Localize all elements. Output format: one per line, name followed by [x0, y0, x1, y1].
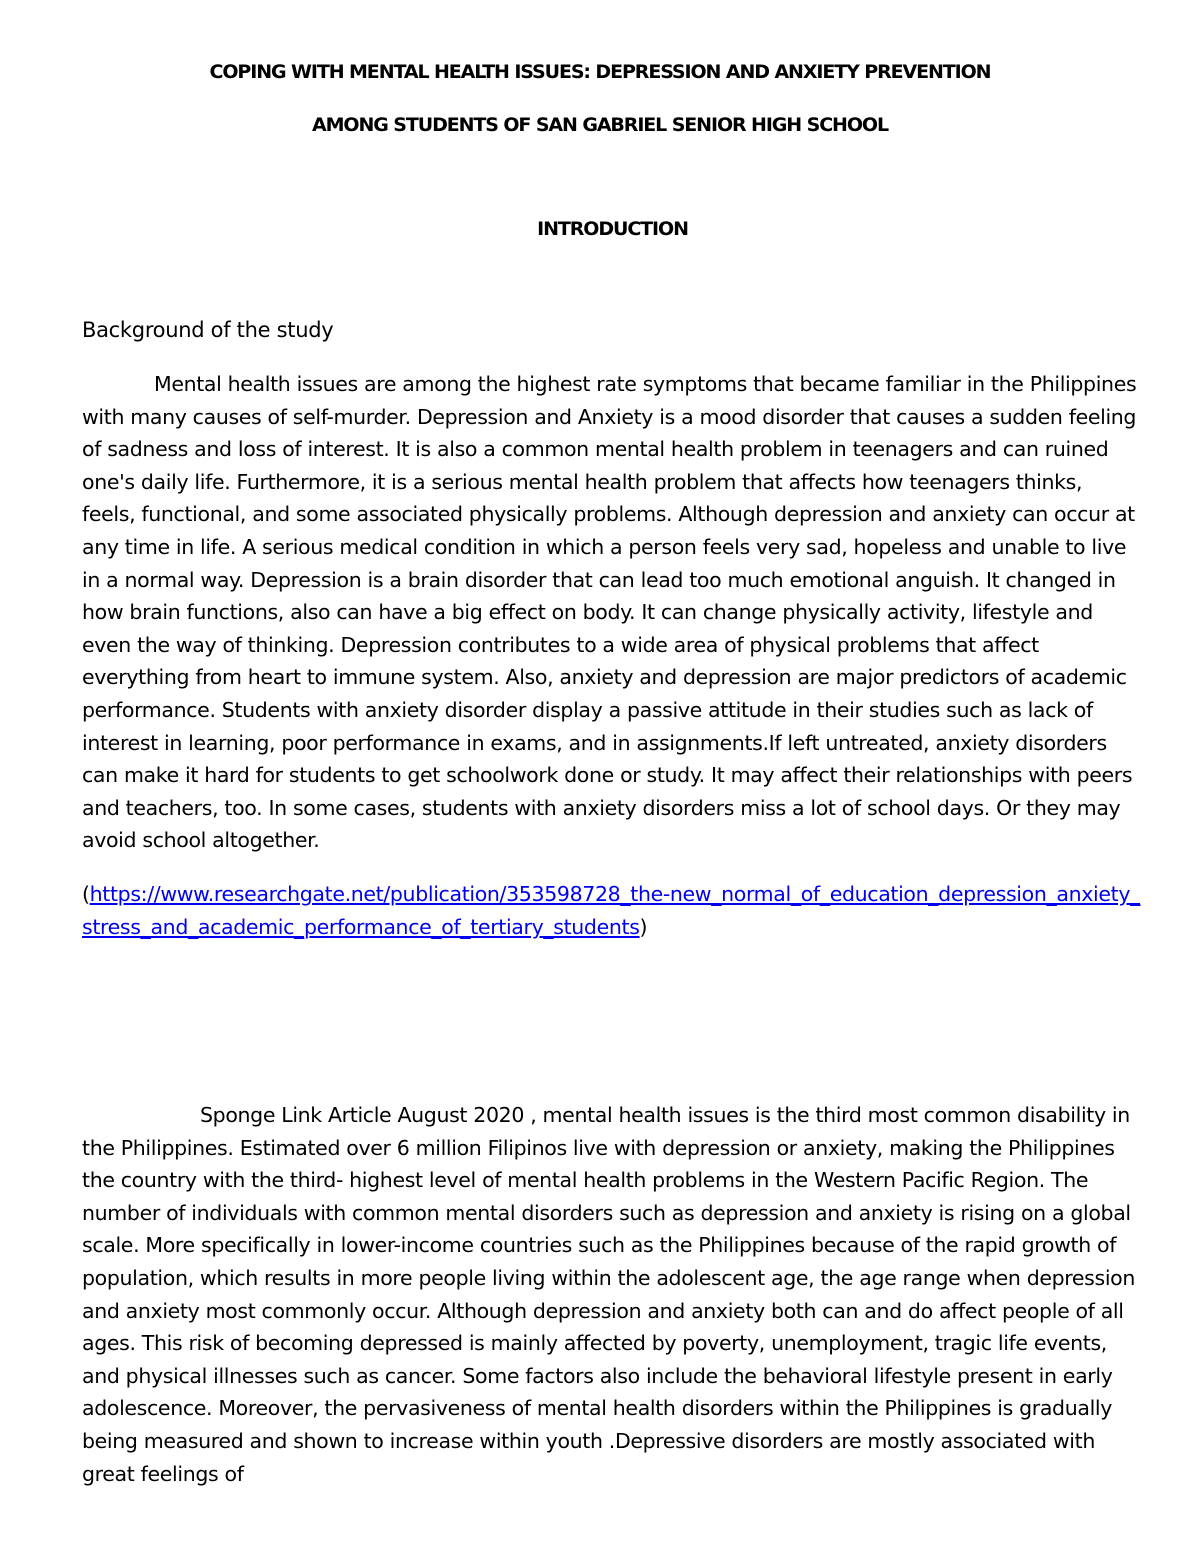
citation-open-paren: (	[82, 882, 90, 906]
subheading: Background of the study	[82, 318, 334, 342]
paragraph-2-text: Sponge Link Article August 2020 , mental health issues is the third most common disability in the Philippines. Estimated over 6 million Filipinos live with depression or anxiety, making the Philippines the country with the third- highest level of mental health problems in the Western Pacific Region. The number of individuals with common mental disorders such as depression and anxiety is rising on a global scale. More specifically in lower-income countries such as the Philippines because of the rapid growth of population, which results in more people living within the adolescent age, the age range when depression and anxiety most commonly occur. Although depression and anxiety both can and do affect people of all ages. This risk of becoming depressed is mainly affected by poverty, unemployment, tragic life events, and physical illnesses such as cancer. Some factors also include the behavioral lifestyle present in early adolescence. Moreover, the pervasiveness of mental health disorders within the Philippines is gradually being measured and shown to increase within youth .Depressive disorders are mostly associated with great feelings of	[82, 1103, 1136, 1486]
document-title-line-2: AMONG STUDENTS OF SAN GABRIEL SENIOR HIGH SCHOOL	[312, 114, 888, 136]
paragraph-1	[82, 368, 1140, 857]
paragraph-1-text: Mental health issues are among the highest rate symptoms that became familiar in the Philippines with many causes of self-murder. Depression and Anxiety is a mood disorder that causes a sudden feeling of sadness and loss of interest. It is also a common mental health problem in teenagers and can ruined one's daily life. Furthermore, it is a serious mental health problem that affects how teenagers thinks, feels, functional, and some associated physically problems. Although depression and anxiety can occur at any time in life. A serious medical condition in which a person feels very sad, hopeless and unable to live in a normal way. Depression is a brain disorder that can lead too much emotional anguish. It changed in how brain functions, also can have a big effect on body. It can change physically activity, lifestyle and even the way of thinking. Depression contributes to a wide area of physical problems that affect everything from heart to immune system. Also, anxiety and depression are major predictors of academic performance. Students with anxiety disorder display a passive attitude in their studies such as lack of interest in learning, poor performance in exams, and in assignments.If left untreated, anxiety disorders can make it hard for students to get schoolwork done or study. It may affect their relationships with peers and teachers, too. In some cases, students with anxiety disorders miss a lot of school days. Or they may avoid school altogether.	[82, 372, 1137, 853]
citation	[82, 878, 1140, 944]
section-heading: INTRODUCTION	[537, 218, 688, 240]
citation-close-paren: )	[639, 915, 648, 939]
paragraph-2	[82, 1099, 1140, 1490]
document-title-line-1: COPING WITH MENTAL HEALTH ISSUES: DEPRESSION AND ANXIETY PREVENTION	[209, 61, 991, 83]
citation-link[interactable]: https://www.researchgate.net/publication/353598728_the-new_normal_of_education_depression_anxiety_stress_and_academic_performance_of_tertiary_students	[82, 882, 1141, 939]
